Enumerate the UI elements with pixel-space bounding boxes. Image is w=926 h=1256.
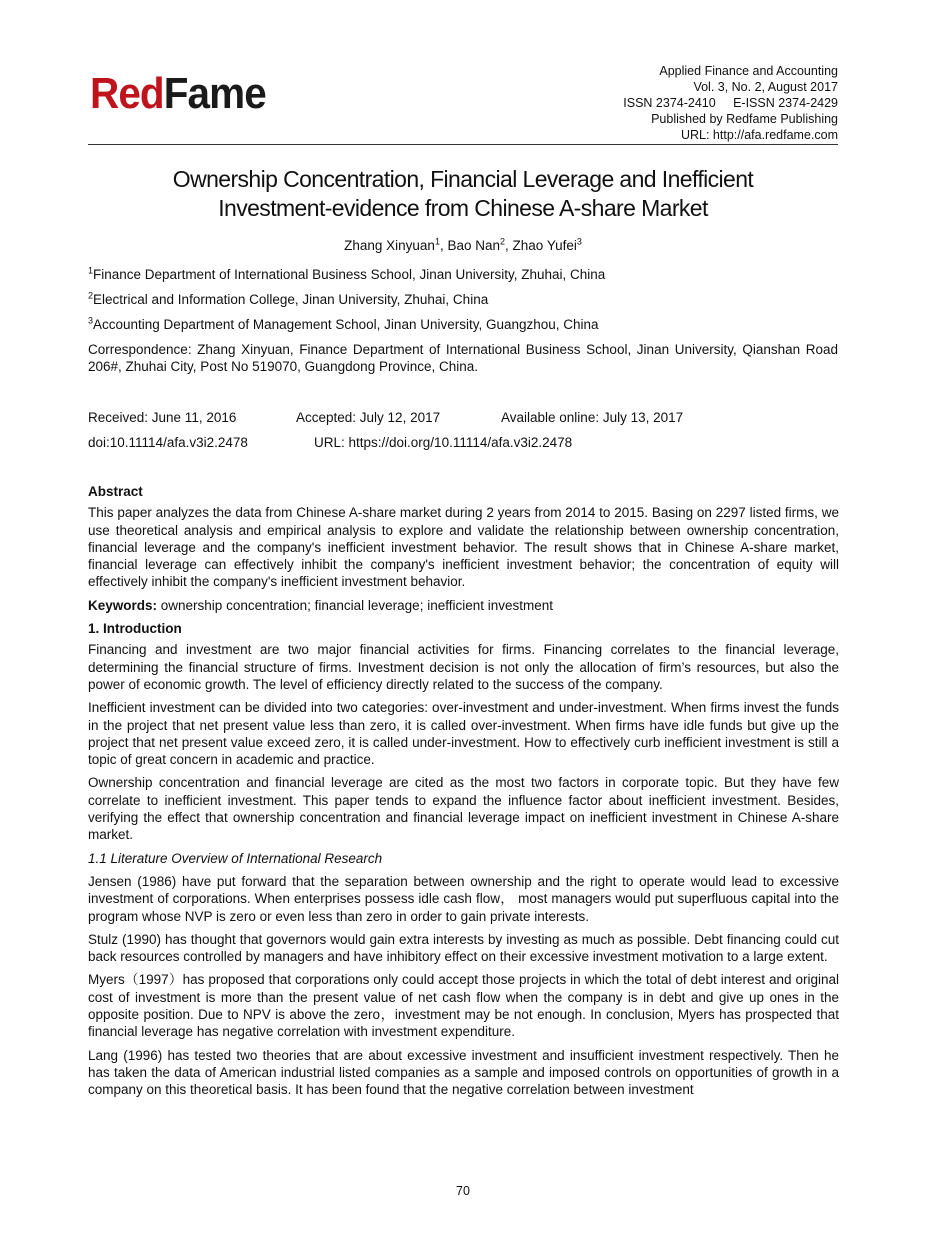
- aff-2-sup: 2: [88, 290, 94, 301]
- author-list: Zhang Xinyuan$^1$, Bao Nan$^2$, Zhao Yufei$^3$: [344, 236, 582, 253]
- article-body: [88, 483, 839, 1105]
- title-line-1: Ownership Concentration, Financial Leverage and Inefficient: [172, 166, 754, 192]
- title-line-2: Investment-evidence from Chinese A-share Market: [218, 195, 708, 221]
- logo-fame-part: Fame: [163, 69, 266, 118]
- abstract-heading: Abstract: [88, 484, 143, 499]
- keywords-label: Keywords:: [88, 597, 158, 613]
- aff-3-sup: 3: [88, 315, 94, 326]
- lit-paragraph-1: Jensen (1986) have put forward that the separation between ownership and the right to operate would lead to excessive investment of corporations. When enterprises possess idle cash flow， most managers would put superfluous capital into the program whose NVP is zero or even less than zero in order to gain private interests.: [88, 873, 839, 924]
- affiliation-3: [88, 316, 838, 333]
- online-date: Available online: July 13, 2017: [501, 410, 684, 425]
- author-1-sup: 1: [434, 236, 440, 247]
- affiliation-2: [88, 291, 838, 308]
- journal-name: Applied Finance and Accounting: [659, 64, 838, 78]
- lit-paragraph-3: Myers（1997）has proposed that corporations only could accept those projects in which the total of debt interest and original cost of investment is more than the present value of net cash flow when the company is in debt and give up ones in the opposite position. Due to NPV is above the zero，investment may be not enough. In conclusion, Myers has prospected that financial leverage has negative correlation with investment expenditure.: [88, 972, 839, 1040]
- journal-publisher: Published by Redfame Publishing: [651, 112, 838, 126]
- journal-issn: ISSN 2374-2410 E-ISSN 2374-2429: [623, 96, 838, 110]
- intro-heading: 1. Introduction: [88, 621, 182, 637]
- keywords-text: ownership concentration; financial leverage; inefficient investment: [157, 597, 554, 613]
- aff-1-sup: 1: [88, 265, 94, 276]
- journal-volume: Vol. 3, No. 2, August 2017: [693, 80, 838, 94]
- lit-paragraph-4: Lang (1996) has tested two theories that are about excessive investment and insufficient investment respectively. Then he has taken the data of American industrial listed companies as a sample and imposed controls on opportunities of growth in a company on this theoretical basis. It has been found that the negative correlation between investment: [88, 1047, 839, 1098]
- paper-title: [88, 165, 838, 223]
- publisher-logo: [90, 69, 266, 118]
- intro-paragraph-1: Financing and investment are two major financial activities for firms. Financing correlates to the financial leverage, determining the financial structure of firms. Investment decision is not only the allocation of firm’s resources, but also the power of economic growth. The level of efficiency directly related to the success of the company.: [88, 642, 839, 692]
- accepted-date: Accepted: July 12, 2017: [296, 410, 441, 425]
- aff-1-text: Finance Department of International Business School, Jinan University, Zhuhai, China: [93, 267, 606, 282]
- author-3-sup: 3: [576, 236, 582, 247]
- page-number: 70: [456, 1184, 470, 1198]
- author-2-sup: 2: [500, 236, 506, 247]
- author-3: Zhao Yufei: [512, 238, 577, 253]
- journal-info: [623, 63, 838, 143]
- received-date: Received: June 11, 2016: [88, 410, 237, 425]
- aff-2-text: Electrical and Information College, Jinan University, Zhuhai, China: [93, 292, 489, 307]
- correspondence: Correspondence: Zhang Xinyuan, Finance Department of International Business School, Jinan University, Qianshan Road 206#, Zhuhai City, Post No 519070, Guangdong Province, China.: [88, 342, 838, 374]
- intro-paragraph-2: Inefficient investment can be divided into two categories: over-investment and under-investment. When firms invest the funds in the project that net present value less than zero, it is called over-investment. When firms have idle funds but give up the project that net present value exceed zero, it is called under-investment. How to effectively curb inefficient investment is still a topic of great concern in academic and practice.: [88, 700, 839, 768]
- doi-url[interactable]: URL: https://doi.org/10.11114/afa.v3i2.2478: [314, 435, 573, 450]
- logo-red-part: Red: [90, 69, 164, 118]
- lit-paragraph-2: Stulz (1990) has thought that governors would gain extra interests by investing as much as possible. Debt financing could cut back resources controlled by managers and have inhibitory effect on their excessive investment motivation to a large extent.: [88, 931, 839, 965]
- abstract-text: This paper analyzes the data from Chinese A-share market during 2 years from 2014 to 2015. Basing on 2297 listed firms, we use theoretical analysis and empirical analysis to explore and validate the relationship between ownership concentration, financial leverage and the company's inefficient investment behavior. The result shows that in Chinese A-share market, financial leverage can effectively inhibit the company's inefficient investment behavior; the concentration of equity will effectively inhibit the company's inefficient investment behavior.: [88, 505, 839, 590]
- intro-paragraph-3: Ownership concentration and financial leverage are cited as the most two factors in corporate topic. But they have few correlate to inefficient investment. This paper tends to expand the influence factor about inefficient investment. Besides, verifying the effect that ownership concentration and financial leverage impact on inefficient investment in Chinese A-share market.: [88, 775, 839, 843]
- aff-3-text: Accounting Department of Management School, Jinan University, Guangzhou, China: [93, 317, 599, 332]
- lit-heading: 1.1 Literature Overview of International Research: [88, 850, 383, 866]
- author-2: Bao Nan: [447, 238, 501, 253]
- doi: doi:10.11114/afa.v3i2.2478: [88, 435, 248, 450]
- keywords: [88, 597, 839, 614]
- header-rule: [88, 144, 838, 145]
- affiliation-1: [88, 266, 838, 283]
- journal-url[interactable]: URL: http://afa.redfame.com: [680, 128, 838, 142]
- author-1: Zhang Xinyuan: [344, 238, 435, 253]
